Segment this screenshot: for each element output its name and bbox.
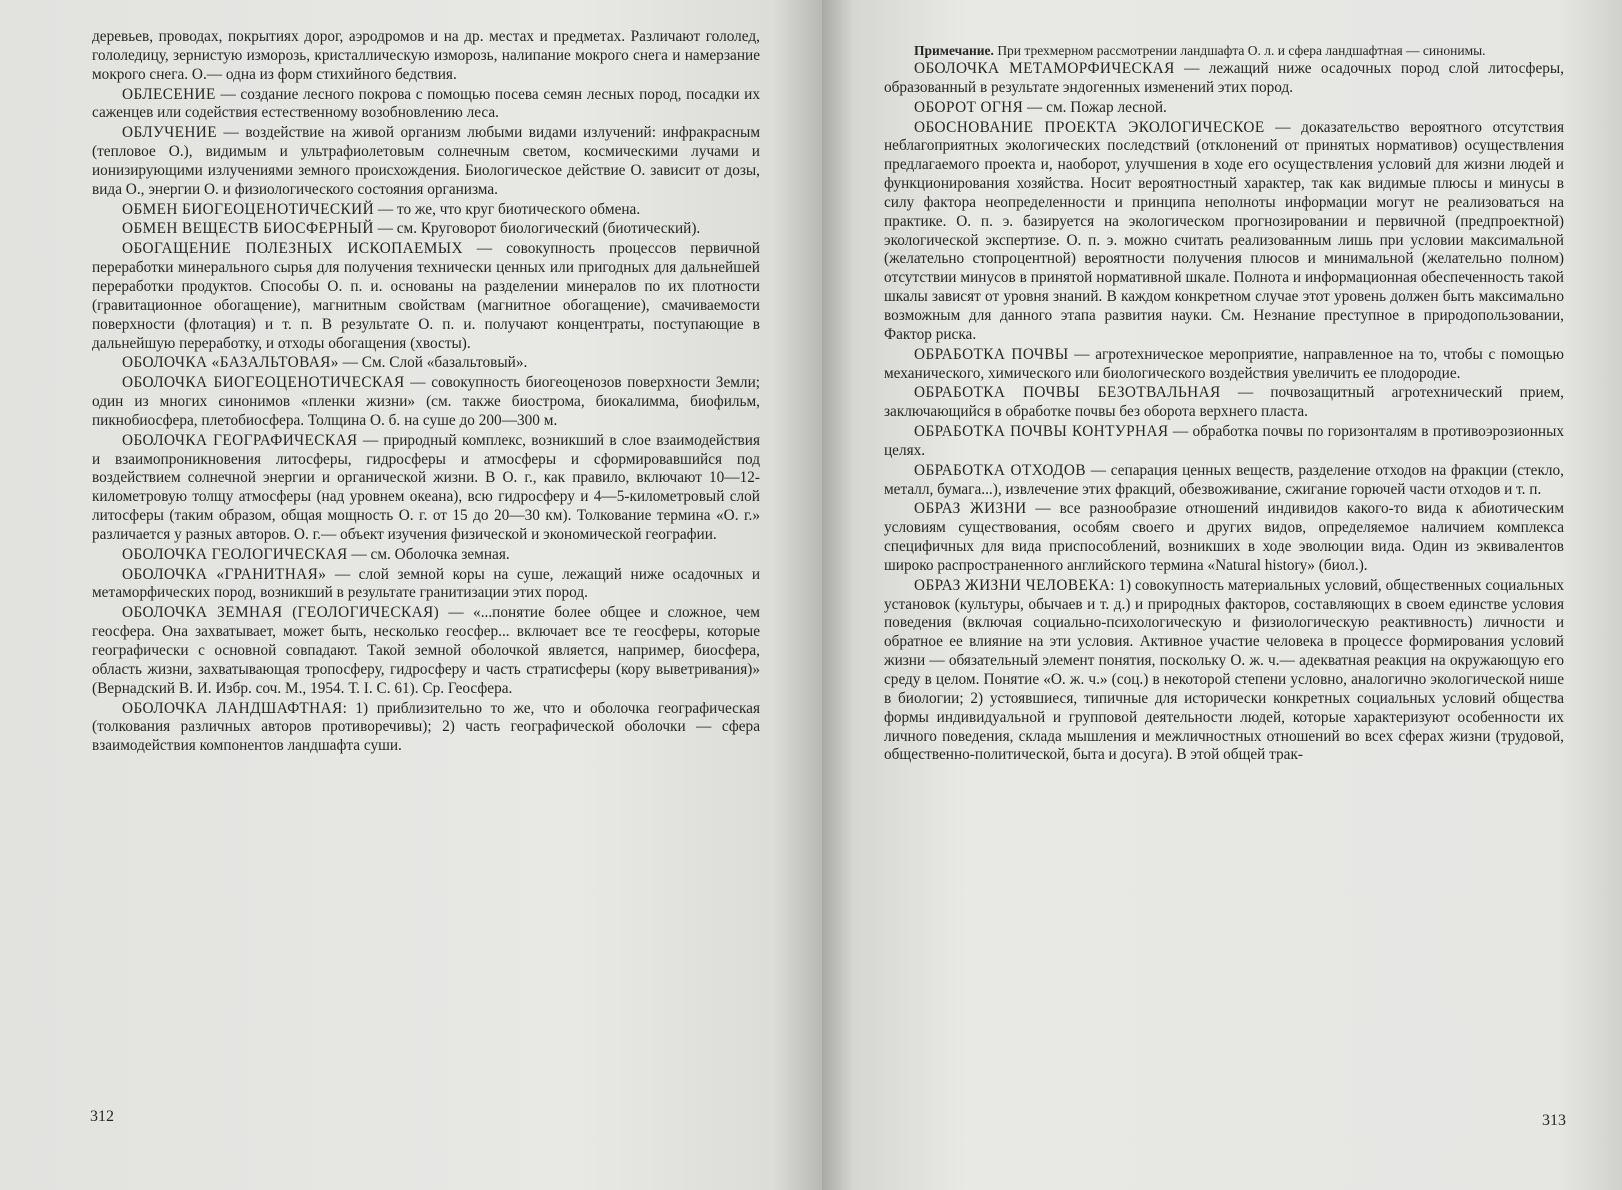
entry-headword: ОБРАБОТКА ОТХОДОВ: [914, 461, 1086, 479]
entry-headword: ОБОРОТ ОГНЯ: [914, 98, 1024, 116]
entry-headword: ОБОСНОВАНИЕ ПРОЕКТА ЭКОЛОГИЧЕСКОЕ: [914, 118, 1265, 136]
entry-text: — то же, что круг биотического обмена.: [374, 200, 641, 218]
entry-text: — «...понятие более общее и сложное, чем геосфера. Она захватывает, может быть, несколько геосфер... включает все те геосферы, которые географически с основной совпадают. Такой земной оболочкой является, например, биосфера, область жизни, захватывающая тропосферу, гидросферу и часть стратисферы (кору выветривания)» (Вернадский В. И. Избр. соч. М., 1954. Т. I. С. 61). Ср. Геосфера.: [92, 604, 760, 697]
entry: [92, 432, 760, 545]
entry-text: — природный комплекс, возникший в слое взаимодействия и взаимопроникновения литосферы, гидросферы и атмосферы и сформировавшийся под воздействием солнечной энергии и органической жизни. В О. г., как правило, включают 10—12-километровую толщу атмосферы (над уровнем океана), всю гидросферу и 4—5-километровый слой литосферы (таким образом, общая мощность О. г. от 15 до 20—30 км). Толкование термина «О. г.» различается у разных авторов. О. г.— объект изучения физической и экономической географии.: [92, 431, 760, 543]
entry-headword: ОБОЛОЧКА МЕТАМОРФИЧЕСКАЯ: [914, 60, 1175, 77]
entry-headword: ОБРАЗ ЖИЗНИ: [914, 500, 1027, 518]
entry-text: — все разнообразие отношений индивидов какого-то вида к абиотическим условиям существования, особям своего и других видов, определяемое наличием комплекса специфичных для вида приспособлений, возникших в ходе эволюции вида. Один из эквивалентов широко распространенного английского термина «Natural history» (биол.).: [884, 500, 1564, 574]
entry: [884, 346, 1564, 384]
entry-headword: ОБОЛОЧКА «БАЗАЛЬТОВАЯ»: [122, 354, 339, 372]
entry: [884, 60, 1564, 98]
entry: [92, 354, 760, 373]
entry-headword: ОБЛЕСЕНИЕ: [122, 85, 216, 103]
entry-text: : 1) совокупность материальных условий, общественных социальных установок (культуры, обычаев и т. д.) и природных факторов, составляющих в своем единстве условия поведения (включая социально-психологическую и физиологическую реактивность) личности и обратное ее влияние на эти условия. Активное участие человека в процессе формирования условий жизни — обязательный элемент понятия, поскольку О. ж. ч.— адекватная реакция на окружающую его среду в целом. Понятие «О. ж. ч.» (соц.) в некоторой степени условно, аналогично экологической нише в биологии; 2) устоявшиеся, типичные для исторически конкретных социальных условий общества формы индивидуальной и групповой деятельности людей, которые характеризуют особенности их личного поведения, склада мышления и межличностных отношений во всех сферах жизни (трудовой, общественно-политической, быта и досуга). В этой общей трак-: [884, 576, 1564, 764]
page-number: 313: [1542, 1112, 1566, 1129]
entry-text: — почвозащитный агротехнический прием, заключающийся в обработке почвы без оборота верхнего пласта.: [884, 384, 1564, 421]
entry-headword: ОБРАБОТКА ПОЧВЫ БЕЗОТВАЛЬНАЯ: [914, 384, 1221, 402]
entry-headword: ОБОЛОЧКА БИОГЕОЦЕНОТИЧЕСКАЯ: [122, 374, 405, 392]
right-page: [822, 0, 1622, 1190]
left-page-text: [92, 28, 760, 756]
entry-headword: ОБЛУЧЕНИЕ: [122, 124, 217, 142]
entry-headword: ОБРАЗ ЖИЗНИ ЧЕЛОВЕКА: [914, 576, 1111, 594]
entry-headword: ОБМЕН ВЕЩЕСТВ БИОСФЕРНЫЙ: [122, 220, 374, 238]
entry-text: — совокупность процессов первичной переработки минерального сырья для получения технически ценных или пригодных для дальнейшей переработки продуктов. Способы О. п. и. основаны на разделении минералов по их плотности (гравитационное обогащение), магнитным свойствам (магнитное обогащение), смачиваемости поверхности (флотация) и т. п. В результате О. п. и. получают концентраты, поступающие в дальнейшую переработку, и отходы обогащения (хвосты).: [92, 240, 760, 352]
entry-headword: ОБРАБОТКА ПОЧВЫ: [914, 345, 1069, 363]
page-number: 312: [90, 1108, 114, 1125]
entry: [92, 28, 760, 85]
entry-text: — лежащий ниже осадочных пород слой литосферы, образованный в результате эндогенных изменений этих пород.: [884, 60, 1564, 96]
entry: [884, 500, 1564, 575]
entry: [92, 86, 760, 124]
entry-text: — доказательство вероятного отсутствия неблагоприятных экологических последствий (отклонений от принятых нормативов) осуществления предлагаемого проекта и, наоборот, улучшения в ходе его осуществления условий для жизни людей и функционирования хозяйства. Носит вероятностный характер, так как видимые плюсы и минусы в силу фактора неопределенности и принципа неполноты информации могут не реализоваться на практике. О. п. э. базируется на экологическом прогнозировании и первичной (предпроектной) экологической экспертизе. О. п. э. можно считать реализованным лишь при условии максимальной (желательно стопроцентной) вероятности получения плюсов и минимальной (желательно полном) отсутствии минусов в принятой нормативной шкале. Полнота и информационная обеспеченность такой шкалы зависят от уровня знаний. В каждом конкретном случае этот уровень должен быть максимально возможным для данного этапа развития науки. См. Незнание преступное в природопользовании, Фактор риска.: [884, 118, 1564, 343]
entry-headword: ОБОЛОЧКА ЛАНДШАФТНАЯ: [122, 699, 343, 717]
entry: [92, 220, 760, 239]
entry: [884, 119, 1564, 345]
entry: [884, 423, 1564, 461]
entry: [92, 546, 760, 565]
entry-text: — слой земной коры на суше, лежащий ниже осадочных и метаморфических пород, возникший в результате гранитизации этих пород.: [92, 565, 761, 602]
entry-text: — создание лесного покрова с помощью посева семян лесных пород, посадки их саженцев или содействия естественному возобновлению леса.: [92, 85, 760, 122]
entry-text: — См. Слой «базальтовый».: [338, 354, 528, 372]
entry: [884, 577, 1564, 765]
entry-headword: ОБОГАЩЕНИЕ ПОЛЕЗНЫХ ИСКОПАЕМЫХ: [122, 240, 463, 258]
note-text: При трехмерном рассмотрении ландшафта О. л. и сфера ландшафтная — синонимы.: [993, 43, 1486, 58]
entry: [92, 240, 760, 353]
right-page-text: [884, 42, 1564, 765]
entry-text: — сепарация ценных веществ, разделение отходов на фракции (стекло, металл, бумага...), извлечение этих фракций, обезвоживание, сжигание горючей части отходов и т. п.: [884, 461, 1564, 498]
entry-text: — см. Пожар лесной.: [1023, 98, 1167, 116]
entry: [92, 604, 760, 698]
entry-text: — воздействие на живой организм любыми видами излучений: инфракрасным (тепловое О.), видимым и ультрафиолетовым солнечным светом, космическими лучами и ионизирующими излучениями земного происхождения. Биологическое действие О. зависит от дозы, вида О., энергии О. и физиологического состояния организма.: [92, 124, 760, 198]
entry-text: — агротехническое мероприятие, направленное на то, чтобы с помощью механического, химического или биологического воздействия увеличить ее плодородие.: [884, 345, 1564, 382]
entry: [884, 462, 1564, 500]
entry-text: — обработка почвы по горизонталям в противоэрозионных целях.: [884, 423, 1564, 459]
entry-text: — см. Круговорот биологический (биотический).: [373, 220, 701, 238]
entry-headword: ОБРАБОТКА ПОЧВЫ КОНТУРНАЯ: [914, 423, 1169, 441]
entry: [884, 384, 1564, 422]
entry: [92, 201, 760, 220]
note-label: Примечание.: [914, 43, 994, 58]
entry-headword: ОБМЕН БИОГЕОЦЕНОТИЧЕСКИЙ: [122, 200, 375, 218]
entry-headword: ОБОЛОЧКА ЗЕМНАЯ (ГЕОЛОГИЧЕСКАЯ): [122, 604, 440, 622]
entry-text: деревьев, проводах, покрытиях дорог, аэродромов и на др. местах и предметах. Различают гололед, гололедицу, зернистую изморозь, кристаллическую изморозь, налипание мокрого снега и намерзание мокрого снега. О.— одна из форм стихийного бедствия.: [92, 28, 760, 83]
entry-text: — совокупность биогеоценозов поверхности Земли; один из многих синонимов «пленки жизни» (см. также биострома, биокалимма, биофильм, пикнобиосфера, плетобиосфера. Толщина О. б. на суше до 200—300 м.: [92, 374, 760, 429]
entry-headword: ОБОЛОЧКА «ГРАНИТНАЯ»: [122, 565, 327, 583]
entry: [92, 700, 760, 757]
entry-text: : 1) приблизительно то же, что и оболочка географическая (толкования различных авторов противоречивы); 2) часть географической оболочки — сфера взаимодействия компонентов ландшафта суши.: [92, 699, 760, 755]
note: [884, 42, 1564, 59]
entry-headword: ОБОЛОЧКА ГЕОЛОГИЧЕСКАЯ: [122, 545, 348, 563]
entry-headword: ОБОЛОЧКА ГЕОГРАФИЧЕСКАЯ: [122, 431, 358, 449]
entry: [92, 566, 760, 604]
entry: [92, 374, 760, 431]
entry-text: — см. Оболочка земная.: [347, 545, 510, 563]
entry: [884, 99, 1564, 118]
entry: [92, 124, 760, 199]
